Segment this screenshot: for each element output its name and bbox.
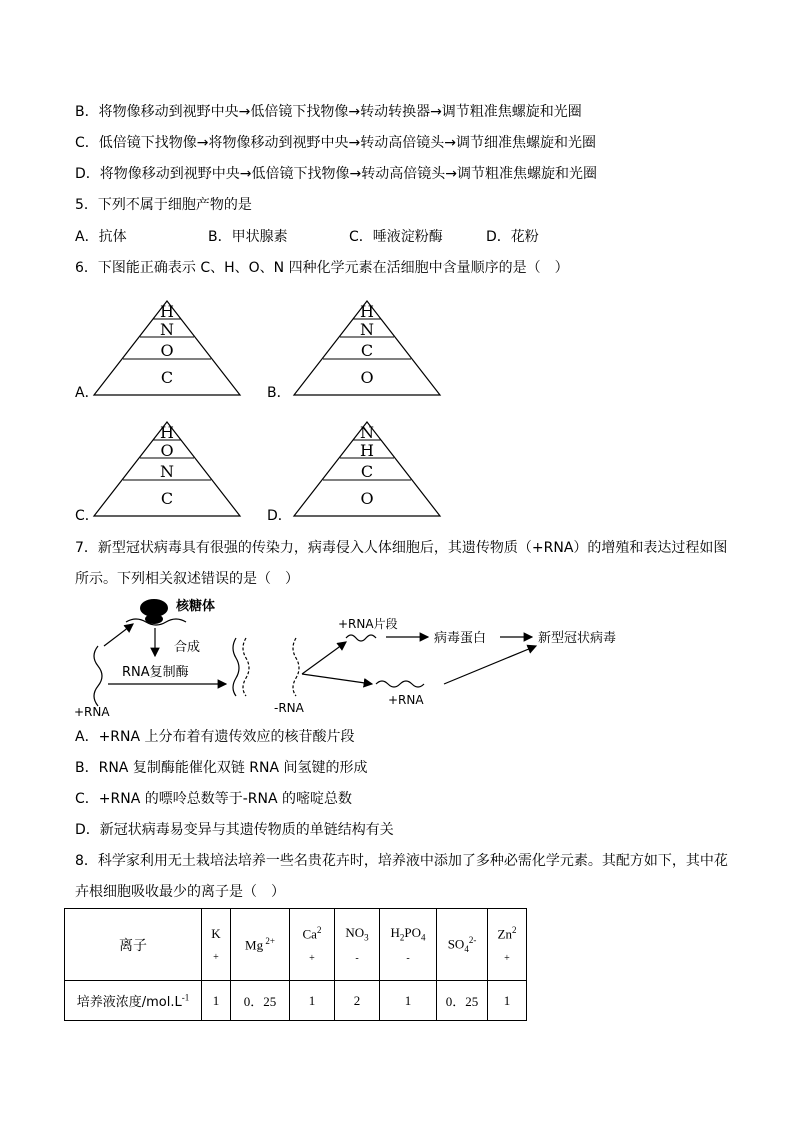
table-row <box>65 909 527 981</box>
pyramid-c-layer-1: H <box>160 423 174 442</box>
ribosome-label: 核糖体 <box>176 599 216 614</box>
q6-label-b: B． <box>267 385 291 401</box>
viral-protein-label: 病毒蛋白 <box>434 631 487 646</box>
q6-label-c: C． <box>75 508 99 524</box>
concentration-header: 培养液浓度$/mol.L^{-1}$ <box>65 981 202 1021</box>
table-cell: 0．25 <box>437 981 488 1021</box>
pyramid-b-layer-3: C <box>360 341 374 360</box>
pyramid-d-layer-1: N <box>360 423 374 442</box>
plus-rna-right-label: +RNA <box>388 693 424 707</box>
q7-option-c: C．+RNA 的嘌呤总数等于-RNA 的嘧啶总数 <box>75 791 353 807</box>
ion-so4: $SO_4^{2-}$ <box>437 909 488 981</box>
new-virus-label: 新型冠状病毒 <box>538 631 617 646</box>
table-cell: 1 <box>380 981 437 1021</box>
table-cell: 1 <box>488 981 527 1021</box>
nutrient-solution-table <box>64 908 527 1021</box>
q7-option-d: D．新冠状病毒易变异与其遗传物质的单链结构有关 <box>75 822 394 838</box>
pyramid-c-layer-3: N <box>160 462 174 481</box>
q5-option-b: B．甲状腺素 <box>208 229 288 245</box>
pyramid-b-layer-1: H <box>360 302 374 321</box>
ion-k: K + <box>202 909 231 981</box>
pyramid-d-layer-2: H <box>360 441 374 460</box>
q6-stem: 6．下图能正确表示 C、H、O、N 四种化学元素在活细胞中含量顺序的是（ ） <box>75 260 569 276</box>
table-cell: 0．25 <box>231 981 290 1021</box>
table-cell: 2 <box>335 981 380 1021</box>
pyramid-a-layer-1: H <box>160 302 174 321</box>
plus-rna-label: +RNA <box>74 705 110 719</box>
pyramid-a <box>92 299 242 401</box>
q5-option-a: A．抗体 <box>75 229 127 245</box>
q7-stem-line-2: 所示。下列相关叙述错误的是（ ） <box>75 571 299 587</box>
pyramid-a-layer-2: N <box>160 320 174 339</box>
q5-stem: 5．下列不属于细胞产物的是 <box>75 197 252 213</box>
q7-stem-line-1: 7．新型冠状病毒具有很强的传染力，病毒侵入人体细胞后，其遗传物质（+RNA）的增殖和表达过程如图 <box>75 540 728 556</box>
pyramid-b <box>292 299 442 401</box>
q4-option-d: D．将物像移动到视野中央→低倍镜下找物像→转动高倍镜头→调节粗准焦螺旋和光圈 <box>75 166 597 182</box>
ion-h2po4: $H_2PO_4$ - <box>380 909 437 981</box>
pyramid-c-layer-2: O <box>160 441 174 460</box>
table-cell: 1 <box>202 981 231 1021</box>
pyramid-b-layer-2: N <box>360 320 374 339</box>
synthesis-label: 合成 <box>174 640 201 655</box>
pyramid-b-layer-4: O <box>360 368 374 387</box>
pyramid-a-layer-4: C <box>160 368 174 387</box>
pyramid-c <box>92 420 242 522</box>
ion-ca: $Ca^2$ + <box>290 909 335 981</box>
ion-no3: $NO_3$ - <box>335 909 380 981</box>
q8-stem-line-2: 卉根细胞吸收最少的离子是（ ） <box>75 884 285 900</box>
q6-label-a: A． <box>75 385 99 401</box>
q4-option-b: B．将物像移动到视野中央→低倍镜下找物像→转动转换器→调节粗准焦螺旋和光圈 <box>75 104 582 120</box>
pyramid-a-layer-3: O <box>160 341 174 360</box>
rna-fragment-label: +RNA片段 <box>338 617 398 631</box>
table-cell: 1 <box>290 981 335 1021</box>
q5-option-c: C．唾液淀粉酶 <box>349 229 443 245</box>
ion-mg: Mg $^{2+}$ <box>231 909 290 981</box>
q5-option-d: D．花粉 <box>486 229 539 245</box>
pyramid-d-layer-3: C <box>360 462 374 481</box>
ion-zn: $Zn^2$ + <box>488 909 527 981</box>
q7-option-a: A．+RNA 上分布着有遗传效应的核苷酸片段 <box>75 729 355 745</box>
q7-option-b: B．RNA 复制酶能催化双链 RNA 间氢键的形成 <box>75 760 368 776</box>
q6-label-d: D． <box>267 508 292 524</box>
virus-replication-diagram <box>70 596 640 722</box>
q8-stem-line-1: 8．科学家利用无土栽培法培养一些名贵花卉时，培养液中添加了多种必需化学元素。其配方如下，其中花 <box>75 853 728 869</box>
minus-rna-label: -RNA <box>274 701 304 715</box>
q4-option-c: C．低倍镜下找物像→将物像移动到视野中央→转动高倍镜头→调节细准焦螺旋和光圈 <box>75 135 596 151</box>
replicase-label: RNA复制酶 <box>122 665 189 680</box>
table-row <box>65 981 527 1021</box>
pyramid-c-layer-4: C <box>160 489 174 508</box>
pyramid-d <box>292 420 442 522</box>
ion-header: 离子 <box>65 909 202 981</box>
pyramid-d-layer-4: O <box>360 489 374 508</box>
